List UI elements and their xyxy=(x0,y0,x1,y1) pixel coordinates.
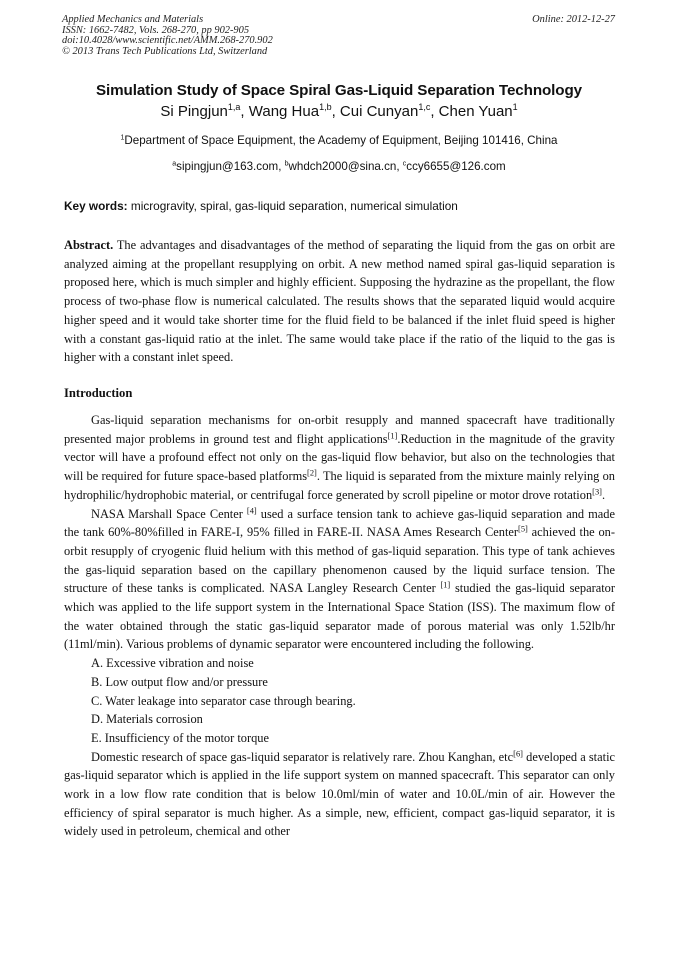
author: Si Pingjun xyxy=(160,103,228,120)
copyright-line: © 2013 Trans Tech Publications Ltd, Switzerland xyxy=(62,45,268,57)
paragraph: Domestic research of space gas-liquid separator is relatively rare. Zhou Kanghan, etc[6] developed a static gas-liquid separator which is applied in the life support system on manned spacecraft. This separator can only work in a low flow rate condition that is below 10.0ml/min of water and 10.0L/min of air. However the efficiency of spiral separator is much higher. As a simple, new, efficient, compact gas-liquid separator, it is widely used in petroleum, chemical and other xyxy=(64,748,616,839)
issn-line: ISSN: 1662-7482, Vols. 268-270, pp 902-905 xyxy=(62,24,250,36)
paragraph: Gas-liquid separation mechanisms for on-orbit resupply and manned spacecraft have traditionally presented major problems in ground test and flight applications[1].Reduction in the magnitude of the gravity vector will have a profound effect not only on the gas-liquid flow behavior, but also on the technologies that will be required for future space-based platforms[2]. The liquid is separated from the mixture mainly relying on hydrophilic/hydrophobic material, or centrifugal force generated by scroll pipeline or motor drove rotation[3]. xyxy=(64,413,615,502)
email[interactable]: whdch2000@sina.cn xyxy=(288,160,397,173)
citation: [1] xyxy=(387,430,398,441)
citation: [5] xyxy=(518,523,528,534)
list-item: D. Materials corrosion xyxy=(91,712,203,727)
email[interactable]: sipingjun@163.com xyxy=(176,160,279,173)
abstract-label: Abstract. xyxy=(64,238,114,252)
email-sup: c xyxy=(402,160,407,168)
list-item: E. Insufficiency of the motor torque xyxy=(91,730,270,745)
author-list: Si Pingjun$^{1,a}$, Wang Hua$^{1,b}$, Cui Cunyan$^{1,c}$, Chen Yuan$^1$ xyxy=(160,102,518,120)
keywords-label: Key words: xyxy=(64,199,128,213)
email-sup: a xyxy=(172,160,177,168)
keywords xyxy=(64,199,458,213)
citation: [2] xyxy=(307,467,317,478)
author-sup: 1 xyxy=(512,102,518,113)
citation: [6] xyxy=(513,748,523,759)
affiliation-sup: 1 xyxy=(120,134,125,142)
citation: [4] xyxy=(246,504,257,515)
list-item: B. Low output flow and/or pressure xyxy=(91,674,268,689)
journal-name: Applied Mechanics and Materials xyxy=(62,14,204,25)
doi-line: doi:10.4028/www.scientific.net/AMM.268-270.902 xyxy=(62,35,273,47)
section-heading-introduction: Introduction xyxy=(64,386,133,400)
keywords-text: microgravity, spiral, gas-liquid separation, numerical simulation xyxy=(127,199,458,213)
citation: [1] xyxy=(440,579,451,590)
author: Cui Cunyan xyxy=(339,103,419,120)
citation: [3] xyxy=(592,486,602,497)
email-list: $^a$sipingjun@163.com, $^b$whdch2000@sina.cn, $^c$ccy6655@126.com xyxy=(172,160,506,173)
abstract-text: The advantages and disadvantages of the method of separating the liquid from the gas on orbit are analyzed aiming at the propellant resupplying on orbit. A new method named spiral gas-liquid separation is proposed here, which is much simpler and highly efficient. Supposing the hydrazine as the propellant, the flow process of two-phase flow is numerical calculated. The results shows that the separated liquid would acquire higher speed and it would take shorter time for the fluid field to be balanced if the inlet fluid speed is higher with a constant gas-liquid ratio at the inlet. The same would take place if the ratio of the liquid to the gas is higher with a constant inlet speed. xyxy=(64,238,615,365)
introduction-body xyxy=(64,411,615,841)
affiliation-text: Department of Space Equipment, the Academy of Equipment, Beijing 101416, China xyxy=(124,134,558,147)
email[interactable]: ccy6655@126.com xyxy=(406,160,506,173)
author-sup: 1,c xyxy=(418,102,431,113)
journal-meta xyxy=(62,15,273,57)
abstract xyxy=(64,236,615,367)
email-sup: b xyxy=(284,160,289,168)
paper-title: Simulation Study of Space Spiral Gas-Liquid Separation Technology xyxy=(95,82,583,99)
author-sup: 1,b xyxy=(319,102,332,113)
list-item: C. Water leakage into separator case through bearing. xyxy=(91,693,356,708)
paragraph: NASA Marshall Space Center [4] used a surface tension tank to achieve gas-liquid separation and made the tank 60%-80%filled in FARE-I, 95% filled in FARE-II. NASA Ames Research Center[5] achieved the on-orbit resupply of cryogenic fluid helium with this method of gas-liquid separation. This type of tank achieves the gas-liquid separation based on the capillary phenomenon caused by the liquid surface tension. The structure of these tanks is complicated. NASA Langley Research Center [1] studied the gas-liquid separator which was applied to the life support system in the International Space Station (ISS). The maximum flow of the water obtained through the static gas-liquid separator made of porous material was only 1.52lb/hr (11ml/min). Various problems of dynamic separator were encountered including the following. xyxy=(64,504,615,652)
online-date: Online: 2012-12-27 xyxy=(532,14,615,25)
author: Wang Hua xyxy=(248,103,320,120)
author-sup: 1,a xyxy=(227,102,241,113)
author: Chen Yuan xyxy=(438,103,513,120)
affiliation xyxy=(0,134,678,147)
list-item: A. Excessive vibration and noise xyxy=(91,656,254,671)
